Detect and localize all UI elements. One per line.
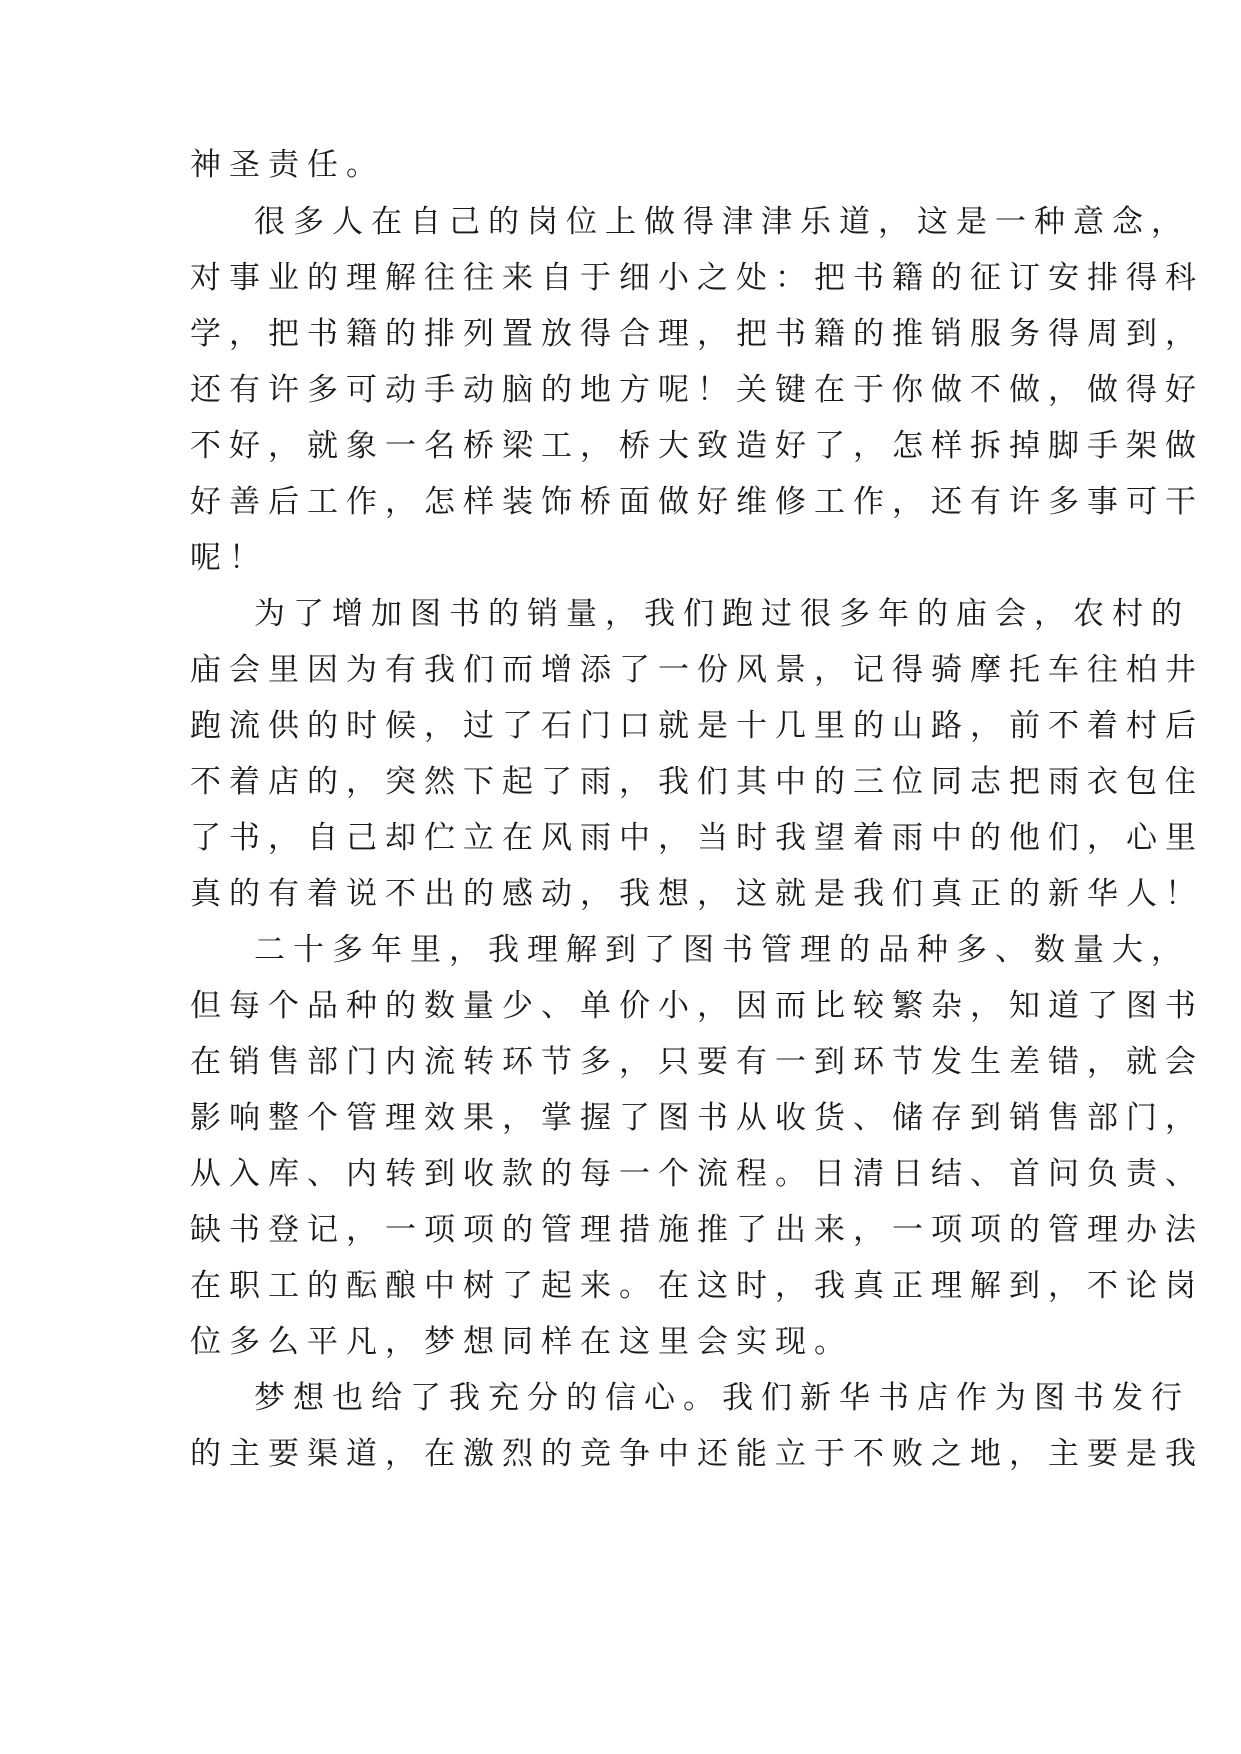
text-line: 了书，自己却伫立在风雨中，当时我望着雨中的他们，心里 <box>190 820 1204 856</box>
text-line: 好善后工作，怎样装饰桥面做好维修工作，还有许多事可干 <box>190 484 1204 520</box>
paragraph-first-line: 二十多年里，我理解到了图书管理的品种多、数量大， <box>254 932 1190 968</box>
text-line: 但每个品种的数量少、单价小，因而比较繁杂，知道了图书 <box>190 988 1204 1024</box>
text-line: 跑流供的时候，过了石门口就是十几里的山路，前不着村后 <box>190 708 1204 744</box>
text-line: 从入库、内转到收款的每一个流程。日清日结、首问负责、 <box>190 1156 1204 1192</box>
text-line: 影响整个管理效果，掌握了图书从收货、储存到销售部门， <box>190 1100 1204 1136</box>
text-line: 位多么平凡，梦想同样在这里会实现。 <box>190 1324 853 1360</box>
paragraph-first-line: 很多人在自己的岗位上做得津津乐道，这是一种意念， <box>254 204 1190 240</box>
text-line: 在销售部门内流转环节多，只要有一到环节发生差错，就会 <box>190 1044 1204 1080</box>
text-line: 在职工的酝酿中树了起来。在这时，我真正理解到，不论岗 <box>190 1268 1204 1304</box>
text-line: 神圣责任。 <box>190 147 385 183</box>
text-line: 学，把书籍的排列置放得合理，把书籍的推销服务得周到， <box>190 316 1204 352</box>
text-line: 真的有着说不出的感动，我想，这就是我们真正的新华人！ <box>190 876 1204 912</box>
paragraph-first-line: 为了增加图书的销量，我们跑过很多年的庙会，农村的 <box>254 596 1190 632</box>
text-line: 的主要渠道，在激烈的竞争中还能立于不败之地，主要是我 <box>190 1436 1204 1472</box>
text-line: 还有许多可动手动脑的地方呢！关键在于你做不做，做得好 <box>190 372 1204 408</box>
text-line: 庙会里因为有我们而增添了一份风景，记得骑摩托车往柏井 <box>190 652 1204 688</box>
text-line: 不着店的，突然下起了雨，我们其中的三位同志把雨衣包住 <box>190 764 1204 800</box>
paragraph-first-line: 梦想也给了我充分的信心。我们新华书店作为图书发行 <box>254 1380 1190 1416</box>
text-line: 呢！ <box>190 540 268 576</box>
text-line: 不好，就象一名桥梁工，桥大致造好了，怎样拆掉脚手架做 <box>190 428 1204 464</box>
text-line: 缺书登记，一项项的管理措施推了出来，一项项的管理办法 <box>190 1212 1204 1248</box>
text-line: 对事业的理解往往来自于细小之处：把书籍的征订安排得科 <box>190 260 1204 296</box>
